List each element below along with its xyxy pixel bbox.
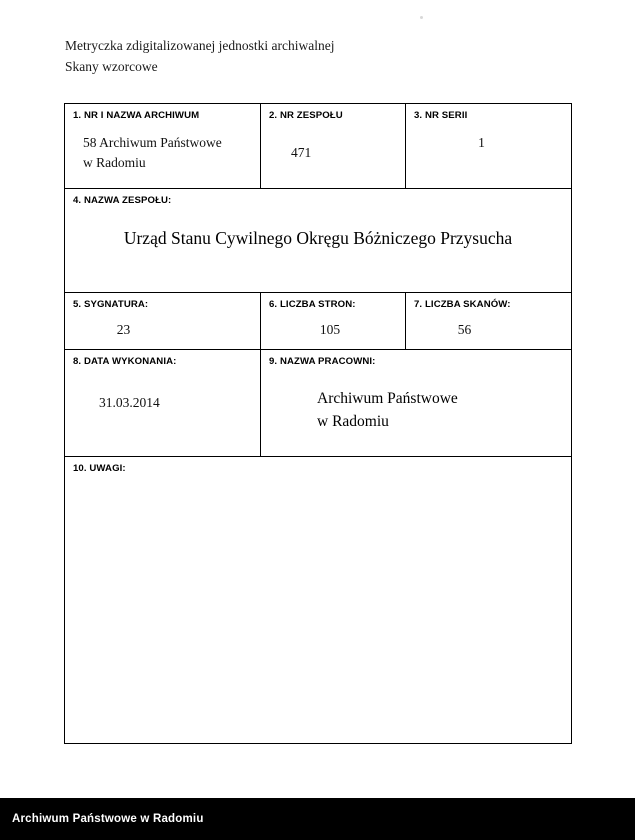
cell-liczba-skanow (406, 293, 572, 350)
label-zespol-nr: 2. NR ZESPOŁU (269, 110, 343, 121)
value-seria-nr: 1 (478, 135, 485, 150)
metryczka-table (64, 103, 572, 744)
value-sygnatura: 23 (116, 322, 131, 337)
footer-bar (0, 798, 635, 840)
label-liczba-stron: 6. LICZBA STRON: (269, 299, 356, 310)
footer-text: Archiwum Państwowe w Radomiu (12, 813, 204, 825)
label-nazwa-pracowni: 9. NAZWA PRACOWNI: (269, 356, 376, 367)
header-line-2: Skany wzorcowe (65, 58, 158, 74)
label-seria-nr: 3. NR SERII (414, 110, 468, 121)
cell-sygnatura (65, 293, 261, 350)
label-sygnatura: 5. SYGNATURA: (73, 299, 149, 310)
table-row (65, 293, 572, 350)
table-row (65, 457, 572, 744)
value-pracownia-line1: Archiwum Państwowe (317, 390, 458, 407)
cell-nazwa-pracowni (261, 350, 572, 457)
value-archiwum-line1: 58 Archiwum Państwowe (83, 135, 222, 150)
cell-data-wykonania (65, 350, 261, 457)
label-archiwum: 1. NR I NAZWA ARCHIWUM (73, 110, 200, 121)
cell-liczba-stron (261, 293, 406, 350)
label-zespol-nazwa: 4. NAZWA ZESPOŁU: (73, 195, 172, 206)
cell-zespol-nazwa (65, 189, 572, 293)
value-zespol-nr: 471 (291, 145, 312, 160)
cell-seria-nr (406, 104, 572, 189)
label-uwagi: 10. UWAGI: (73, 463, 126, 474)
value-archiwum-line2: w Radomiu (83, 154, 146, 170)
table-row (65, 350, 572, 457)
value-pracownia-line2: w Radomiu (317, 413, 389, 431)
table-row (65, 189, 572, 293)
value-data-wykonania: 31.03.2014 (99, 395, 160, 410)
table-row (65, 104, 572, 189)
cell-uwagi (65, 457, 572, 744)
header-line-1: Metryczka zdigitalizowanej jednostki archiwalnej (65, 38, 335, 53)
scan-speck (420, 16, 423, 19)
value-zespol-nazwa: Urząd Stanu Cywilnego Okręgu Bóżniczego Przysucha (123, 228, 513, 248)
cell-zespol-nr (261, 104, 406, 189)
label-liczba-skanow: 7. LICZBA SKANÓW: (414, 299, 511, 310)
document-header (65, 36, 335, 78)
value-liczba-stron: 105 (319, 322, 341, 337)
value-liczba-skanow: 56 (457, 322, 472, 337)
cell-archiwum (65, 104, 261, 189)
label-data-wykonania: 8. DATA WYKONANIA: (73, 356, 177, 367)
